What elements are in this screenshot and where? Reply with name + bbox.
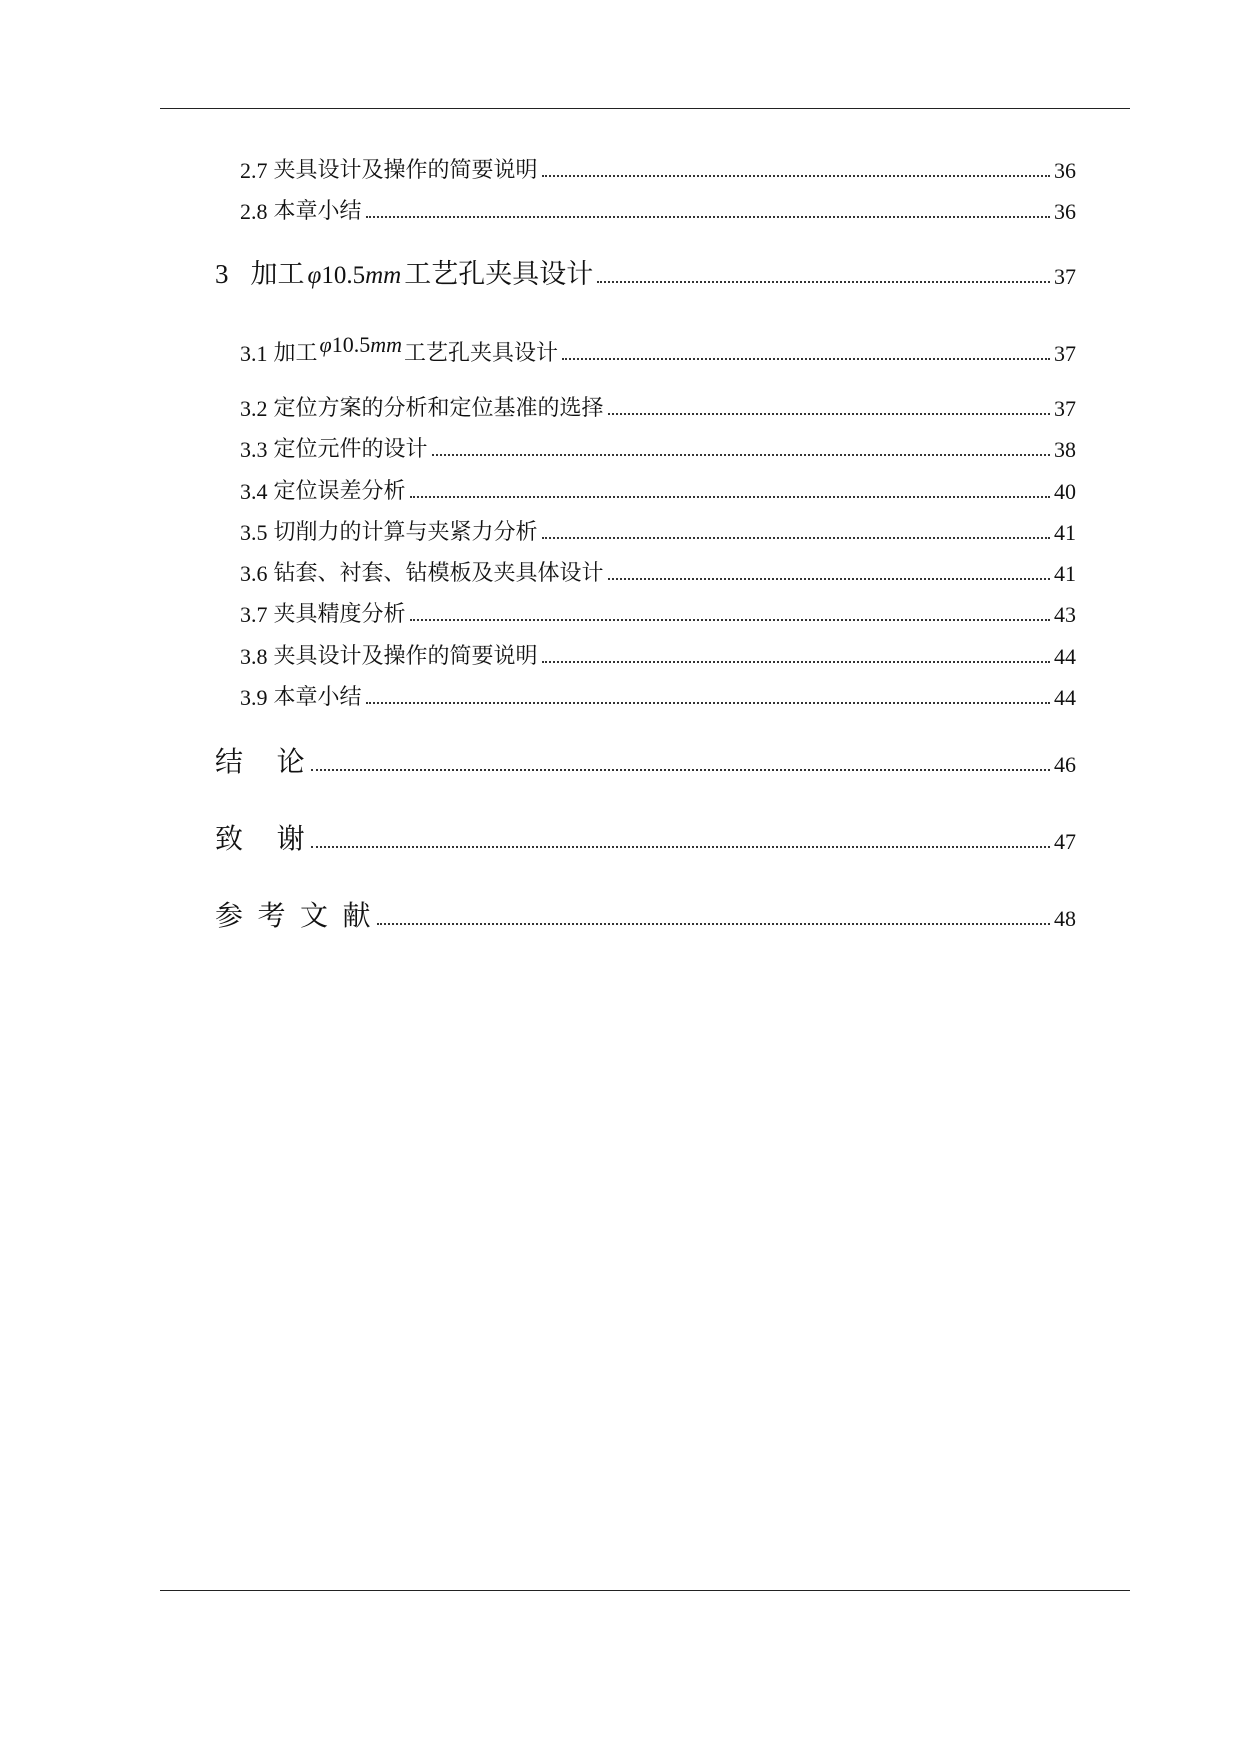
diameter-unit: mm xyxy=(370,332,402,357)
diameter-value: 10.5 xyxy=(321,262,366,289)
entry-page-number: 41 xyxy=(1054,561,1076,586)
toc-entry-3-2[interactable] xyxy=(240,398,1076,420)
entry-title: 本章小结 xyxy=(273,685,362,710)
toc-entry-3-9[interactable] xyxy=(240,687,1076,709)
entry-page-number: 38 xyxy=(1054,437,1076,462)
dot-leader xyxy=(366,216,1050,218)
dot-leader xyxy=(410,619,1050,621)
entry-title: 致 谢 xyxy=(215,822,308,855)
entry-number: 3.7 xyxy=(240,602,268,627)
entry-number: 3.2 xyxy=(240,396,268,421)
diameter-formula xyxy=(308,260,402,289)
title-prefix: 加工 xyxy=(250,259,305,290)
toc-entry-2-7[interactable] xyxy=(240,160,1076,182)
toc-entry-references[interactable] xyxy=(215,899,1076,932)
entry-title xyxy=(251,261,594,288)
toc-entry-conclusion[interactable] xyxy=(215,745,1076,778)
entry-title: 参 考 文 献 xyxy=(215,899,374,932)
entry-number: 2.7 xyxy=(240,158,268,183)
entry-title: 定位方案的分析和定位基准的选择 xyxy=(273,396,604,421)
diameter-formula xyxy=(320,333,402,358)
dot-leader xyxy=(311,769,1050,771)
dot-leader xyxy=(608,578,1050,580)
entry-title: 本章小结 xyxy=(273,199,362,224)
entry-page-number: 46 xyxy=(1054,752,1076,777)
entry-page-number: 40 xyxy=(1054,479,1076,504)
entry-page-number: 44 xyxy=(1054,644,1076,669)
diameter-value: 10.5 xyxy=(331,332,371,357)
entry-page-number: 47 xyxy=(1054,829,1076,854)
entry-page-number: 48 xyxy=(1054,906,1076,931)
title-suffix: 工艺孔夹具设计 xyxy=(403,341,558,366)
toc-entry-3-8[interactable] xyxy=(240,646,1076,668)
entry-page-number: 43 xyxy=(1054,602,1076,627)
toc-entry-acknowledgements[interactable] xyxy=(215,822,1076,855)
entry-number: 3.6 xyxy=(240,561,268,586)
dot-leader xyxy=(608,413,1050,415)
dot-leader xyxy=(366,702,1050,704)
toc-entry-3-4[interactable] xyxy=(240,481,1076,503)
dot-leader xyxy=(562,358,1050,360)
dot-leader xyxy=(377,923,1050,925)
entry-page-number: 37 xyxy=(1054,341,1076,366)
entry-title xyxy=(273,332,558,366)
entry-title: 切削力的计算与夹紧力分析 xyxy=(273,520,538,545)
entry-title: 结 论 xyxy=(215,745,308,778)
entry-number: 3 xyxy=(215,259,229,289)
dot-leader xyxy=(542,537,1050,539)
entry-title: 夹具精度分析 xyxy=(273,602,406,627)
footer-rule xyxy=(160,1590,1130,1591)
entry-number: 3.4 xyxy=(240,479,268,504)
diameter-unit: mm xyxy=(365,262,402,289)
toc-entry-3-3[interactable] xyxy=(240,439,1076,461)
entry-number: 3.3 xyxy=(240,437,268,462)
dot-leader xyxy=(432,454,1050,456)
entry-title: 定位元件的设计 xyxy=(273,437,428,462)
toc-entry-3-6[interactable] xyxy=(240,563,1076,585)
entry-page-number: 36 xyxy=(1054,199,1076,224)
entry-title: 定位误差分析 xyxy=(273,479,406,504)
header-rule xyxy=(160,108,1130,109)
entry-title: 钻套、衬套、钻模板及夹具体设计 xyxy=(273,561,604,586)
toc-entry-3-1[interactable] xyxy=(240,332,1076,366)
phi-symbol: φ xyxy=(307,262,322,289)
entry-page-number: 36 xyxy=(1054,158,1076,183)
entry-number: 3.8 xyxy=(240,644,268,669)
entry-title: 夹具设计及操作的简要说明 xyxy=(273,158,538,183)
toc-entry-3-5[interactable] xyxy=(240,522,1076,544)
toc-entry-chapter-3[interactable] xyxy=(215,261,1076,288)
toc-entry-3-7[interactable] xyxy=(240,604,1076,626)
entry-page-number: 37 xyxy=(1054,264,1076,289)
dot-leader xyxy=(410,496,1050,498)
entry-number: 3.1 xyxy=(240,341,268,366)
entry-title: 夹具设计及操作的简要说明 xyxy=(273,644,538,669)
entry-page-number: 41 xyxy=(1054,520,1076,545)
title-suffix: 工艺孔夹具设计 xyxy=(404,259,594,290)
phi-symbol: φ xyxy=(319,332,332,357)
entry-number: 2.8 xyxy=(240,199,268,224)
dot-leader xyxy=(542,661,1050,663)
dot-leader xyxy=(597,281,1050,283)
entry-number: 3.5 xyxy=(240,520,268,545)
title-prefix: 加工 xyxy=(273,341,318,366)
dot-leader xyxy=(542,175,1050,177)
entry-number: 3.9 xyxy=(240,685,268,710)
dot-leader xyxy=(311,846,1050,848)
toc-entry-2-8[interactable] xyxy=(240,201,1076,223)
entry-page-number: 44 xyxy=(1054,685,1076,710)
entry-page-number: 37 xyxy=(1054,396,1076,421)
